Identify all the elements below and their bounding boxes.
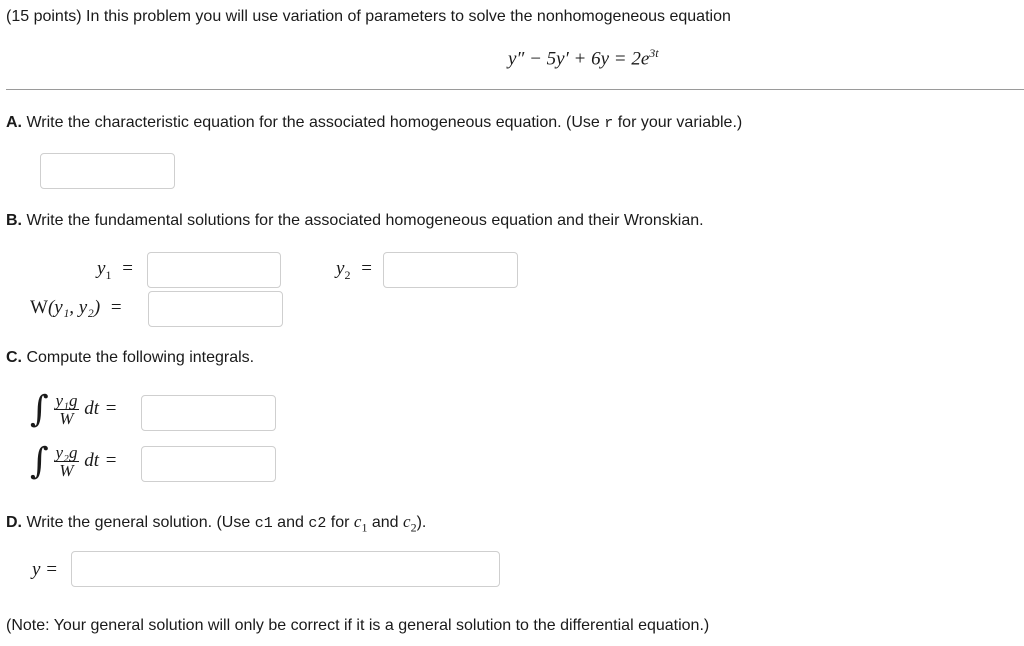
note-text: (Note: Your general solution will only be correct if it is a general solution to the differential equation.) xyxy=(6,617,710,634)
general-solution-label: y = xyxy=(32,559,59,580)
integral-1-input[interactable] xyxy=(141,395,276,431)
problem-header xyxy=(6,8,731,26)
y2-input[interactable] xyxy=(383,252,518,288)
var-r: r xyxy=(604,115,614,132)
integral-sign: ∫ xyxy=(30,389,49,430)
part-d-prompt: D. Write the general solution. (Use c1 and c2 for $c_1$ and $c_2$). xyxy=(6,512,427,535)
part-a-prompt: A. Write the characteristic equation for the associated homogeneous equation. (Use r for your variable.) xyxy=(6,114,743,132)
main-equation: $y'' - 5y' + 6y = 2e^{3t}$ xyxy=(508,46,659,70)
wronskian-label: W(y₁, y₂) = xyxy=(30,297,122,318)
part-c-prompt: C. Compute the following integrals. xyxy=(6,349,255,366)
integral-2-expression: ∫ $\frac{\text{y₂g}}{W}$ dt = xyxy=(30,441,117,482)
integral-1-expression: ∫ $\frac{\text{y₁g}}{W}$ dt = xyxy=(30,389,117,430)
integral-2-input[interactable] xyxy=(141,446,276,482)
part-b-prompt: B. Write the fundamental solutions for the associated homogeneous equation and their Wronskian. xyxy=(6,212,704,229)
y1-label: $y_1$ = xyxy=(97,258,133,282)
y2-label: $y_2$ = xyxy=(336,258,372,282)
integral-1-fraction: $\frac{\text{y₁g}}{W}$ xyxy=(55,390,78,428)
integral-2-fraction: $\frac{\text{y₂g}}{W}$ xyxy=(55,442,78,480)
points-label: (15 points) xyxy=(6,8,82,25)
general-solution-input[interactable] xyxy=(71,551,500,587)
characteristic-equation-input[interactable] xyxy=(40,153,175,189)
y1-input[interactable] xyxy=(147,252,281,288)
problem-intro: In this problem you will use variation of parameters to solve the nonhomogeneous equation xyxy=(81,8,731,25)
integral-sign: ∫ xyxy=(30,441,49,482)
wronskian-input[interactable] xyxy=(148,291,283,327)
divider xyxy=(6,89,1024,90)
